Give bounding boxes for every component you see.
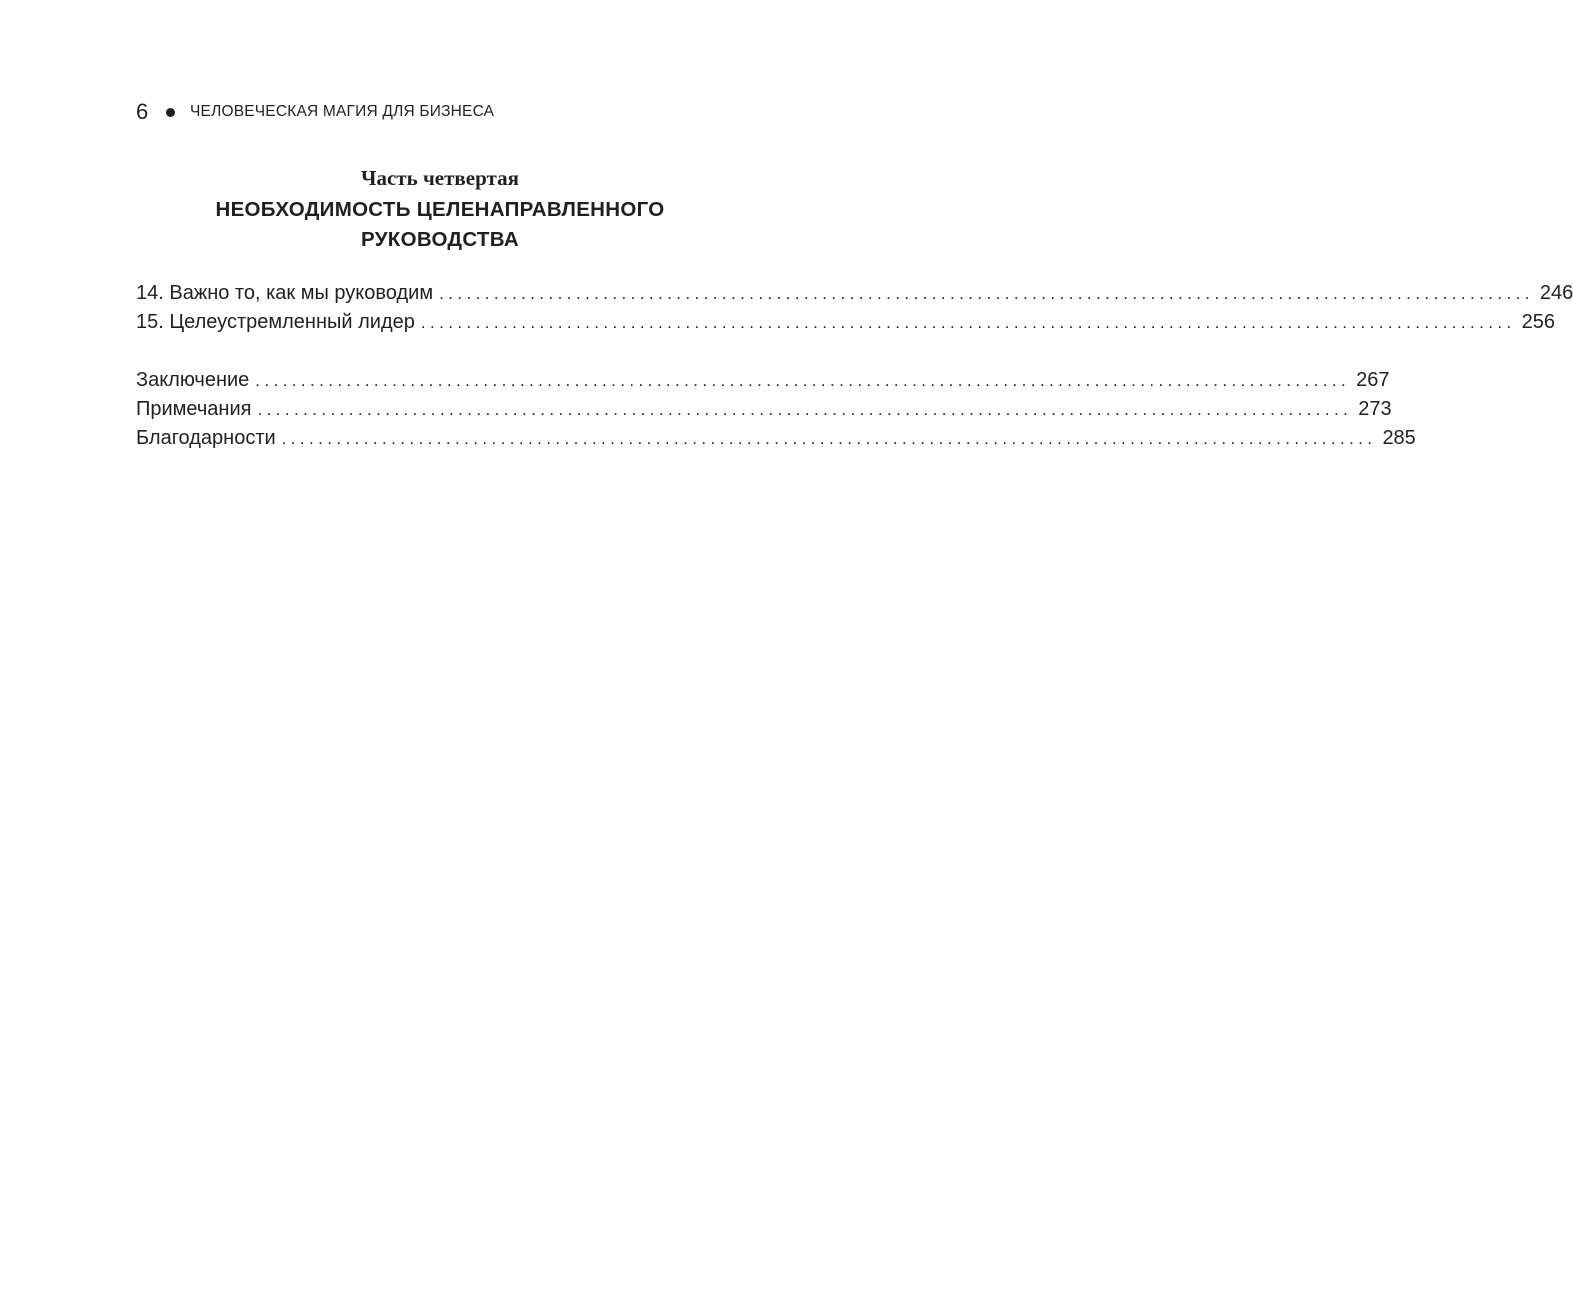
toc-entry-page: 267 <box>1356 369 1390 391</box>
toc-chapters <box>136 279 1573 337</box>
book-title: ЧЕЛОВЕЧЕСКАЯ МАГИЯ ДЛЯ БИЗНЕСА <box>190 103 495 120</box>
part-heading <box>136 164 744 255</box>
toc-entry[interactable] <box>136 366 1390 395</box>
toc-entry-label: 15. Целеустремленный лидер <box>136 311 415 333</box>
toc-entry-label: Примечания <box>136 398 252 420</box>
toc-entry-page: 256 <box>1521 311 1556 333</box>
dot-leader: ........................................................................................................................ <box>281 429 1377 448</box>
toc-back-matter <box>136 366 1416 453</box>
part-title-line-1: НЕОБХОДИМОСТЬ ЦЕЛЕНАПРАВЛЕННОГО <box>215 198 665 221</box>
dot-leader: ........................................................................................................................ <box>255 371 1351 390</box>
toc-entry-page: 273 <box>1358 398 1392 420</box>
part-title-line-2: РУКОВОДСТВА <box>361 228 519 251</box>
toc-entry-label: Заключение <box>136 369 250 391</box>
toc-entry[interactable] <box>136 424 1416 453</box>
part-title <box>136 195 744 255</box>
part-label: Часть четвертая <box>361 166 519 190</box>
bullet-icon <box>166 108 175 117</box>
toc-entry[interactable] <box>136 308 1556 337</box>
toc-entry-label: 14. Важно то, как мы руководим <box>136 282 434 304</box>
dot-leader: ........................................................................................................................ <box>439 284 1534 303</box>
toc-entry[interactable] <box>136 395 1392 424</box>
toc-entry-label: Благодарности <box>136 427 276 449</box>
dot-leader: ........................................................................................................................ <box>420 313 1516 332</box>
toc-entry-page: 285 <box>1382 427 1416 449</box>
page-number: 6 <box>136 99 149 124</box>
toc-entry[interactable] <box>136 279 1573 308</box>
running-head <box>136 98 494 126</box>
dot-leader: ........................................................................................................................ <box>257 400 1353 419</box>
toc-entry-page: 246 <box>1539 282 1573 304</box>
